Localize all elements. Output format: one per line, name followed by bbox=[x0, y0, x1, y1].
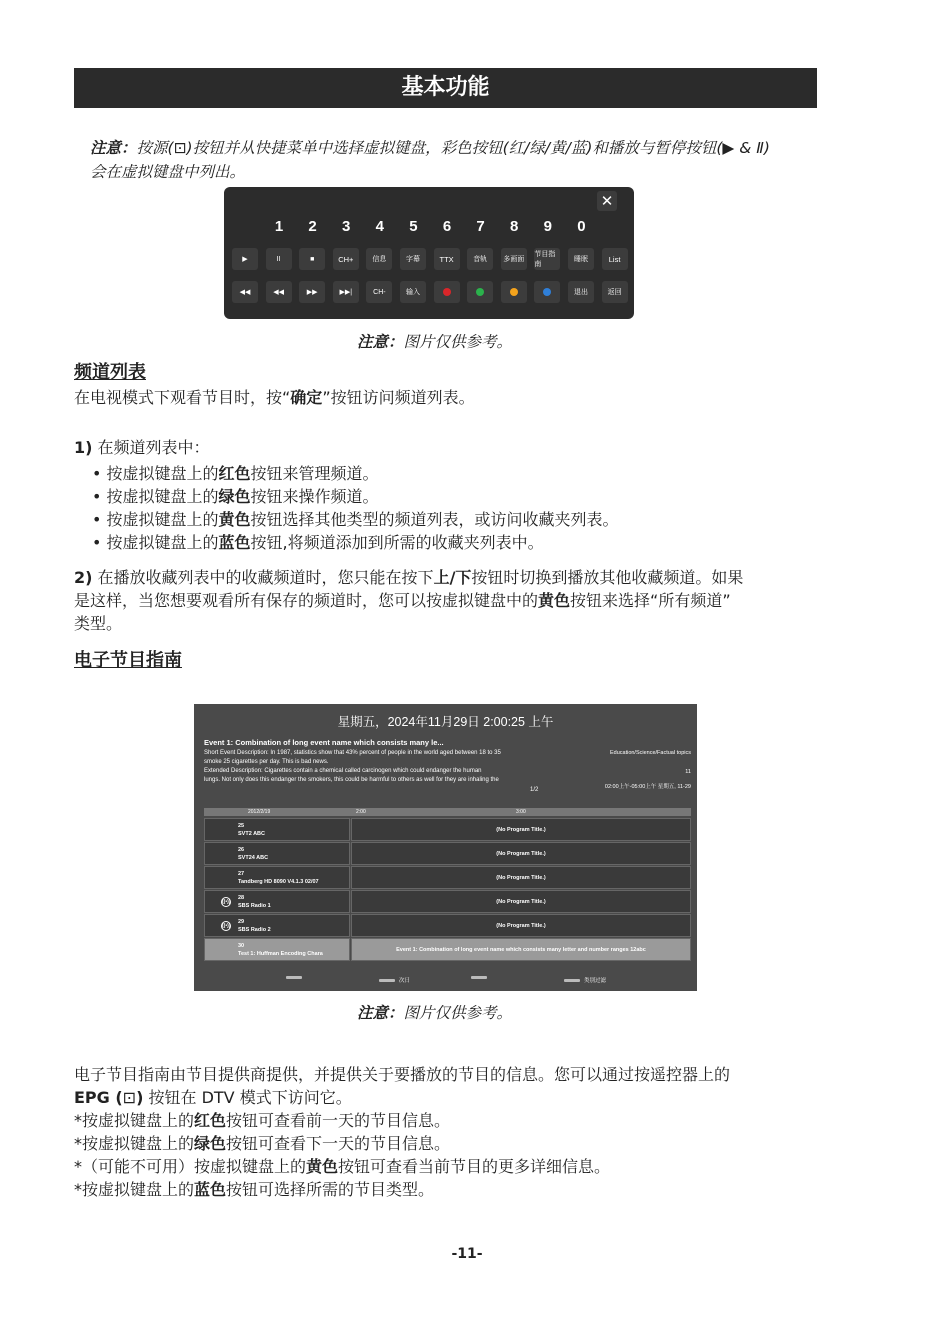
keyboard-color-key bbox=[467, 281, 493, 303]
program-title: Event 1: Combination of long event name which consists many letter and number ranges 12abc bbox=[351, 938, 691, 961]
epg-item-text: 按钮可查看下一天的节目信息。 bbox=[226, 1134, 451, 1153]
intro-text-end: ”按钮访问频道列表。 bbox=[322, 388, 475, 407]
yellow-keyword: 黄色 bbox=[538, 591, 571, 610]
epg-event-line: Short Event Description: In 1987, statistics show that 43% percent of people in the world aged between 18 to 35 bbox=[204, 750, 501, 756]
keyboard-key: 睡眠 bbox=[568, 248, 594, 270]
caption-label: 注意： bbox=[357, 333, 404, 351]
epg-channel-cell bbox=[204, 938, 350, 961]
keyboard-color-key bbox=[501, 281, 527, 303]
bullet-text: 按钮来操作频道。 bbox=[250, 487, 379, 506]
keyboard-key-3: 3 bbox=[342, 217, 351, 235]
ok-keyword: 确定 bbox=[290, 388, 323, 407]
keyboard-key: ◀◀ bbox=[232, 281, 258, 303]
channel-name: SVT2 ABC bbox=[238, 831, 265, 837]
keyboard-key: 节目指南 bbox=[534, 248, 560, 270]
item-number: 1) bbox=[74, 438, 93, 457]
color-keyword: 黄色 bbox=[218, 510, 251, 529]
radio-icon: ((•)) bbox=[222, 923, 231, 929]
channel-list-intro bbox=[74, 386, 475, 409]
bullet-item bbox=[92, 485, 619, 508]
keyboard-color-key bbox=[434, 281, 460, 303]
keyboard-key: ◀◀ bbox=[266, 281, 292, 303]
item-2 bbox=[74, 566, 834, 635]
channel-name: SVT24 ABC bbox=[238, 855, 269, 861]
keyboard-key: CH- bbox=[366, 281, 392, 303]
program-title: (No Program Title.) bbox=[351, 818, 691, 841]
caption-text: 图片仅供参考。 bbox=[403, 333, 513, 351]
epg-channel-row bbox=[204, 866, 691, 889]
epg-desc-text: 按钮在 DTV 模式下访问它。 bbox=[143, 1088, 352, 1107]
page-number: -11- bbox=[451, 1246, 483, 1262]
keyboard-key: CH+ bbox=[333, 248, 359, 270]
channel-number: 27 bbox=[238, 871, 245, 877]
keyboard-key: 退出 bbox=[568, 281, 594, 303]
epg-genre: Education/Science/Factual topics bbox=[609, 750, 691, 756]
epg-event-line: Extended Description: Cigarettes contain a chemical called carcinogen which could endanger the human bbox=[204, 768, 482, 774]
keyboard-key: 输入 bbox=[400, 281, 426, 303]
channel-number: 30 bbox=[238, 943, 245, 949]
section-title-channel-list: 频道列表 bbox=[74, 362, 146, 383]
color-dot-icon bbox=[543, 288, 551, 296]
epg-keyword: EPG ( bbox=[74, 1088, 123, 1107]
keyboard-key: TTX bbox=[434, 248, 460, 270]
channel-name: Tandberg HD 8090 V4.1.3 02/07 bbox=[238, 879, 319, 885]
keyboard-key: ▶▶| bbox=[333, 281, 359, 303]
color-keyword: 绿色 bbox=[218, 487, 251, 506]
program-title: (No Program Title.) bbox=[351, 890, 691, 913]
bullet-list bbox=[92, 462, 619, 554]
keyboard-key-1: 1 bbox=[274, 217, 284, 235]
keyboard-key: 返回 bbox=[602, 281, 628, 303]
epg-item-text: 按钮可查看前一天的节目信息。 bbox=[226, 1111, 451, 1130]
caption-label: 注意： bbox=[357, 1004, 404, 1022]
bullet-text: • 按虚拟键盘上的 bbox=[92, 464, 219, 483]
legend-label: 次日 bbox=[399, 978, 411, 984]
epg-legend-item bbox=[379, 976, 410, 984]
epg-item bbox=[74, 1155, 610, 1178]
keyboard-key: 音轨 bbox=[467, 248, 493, 270]
caption-text: 图片仅供参考。 bbox=[403, 1004, 513, 1022]
grid-time: 3:00 bbox=[516, 809, 526, 815]
keyboard-note bbox=[90, 136, 880, 160]
epg-channel-cell bbox=[204, 818, 350, 841]
keyboard-key: List bbox=[602, 248, 628, 270]
color-keyword: 蓝色 bbox=[194, 1180, 227, 1199]
item-text: 在播放收藏列表中的收藏频道时，您只能在按下 bbox=[97, 568, 434, 587]
item-text: 按钮来选择“所有频道” bbox=[570, 591, 731, 610]
epg-channel-row bbox=[204, 938, 691, 961]
bullet-item bbox=[92, 462, 619, 485]
page-header: 基本功能 bbox=[74, 68, 817, 108]
keyboard-note-line2: 会在虚拟键盘中列出。 bbox=[90, 163, 246, 181]
epg-datetime: 星期五，2024年11月29日 2:00:25 上午 bbox=[337, 715, 554, 729]
image-caption bbox=[357, 330, 512, 354]
epg-item-text: *按虚拟键盘上的 bbox=[74, 1111, 195, 1130]
channel-name: SBS Radio 1 bbox=[238, 903, 271, 909]
virtual-keyboard-image bbox=[224, 187, 634, 319]
close-icon: ✕ bbox=[597, 191, 617, 211]
epg-item-text: 按钮可查看当前节目的更多详细信息。 bbox=[338, 1157, 611, 1176]
bullet-text: 按钮选择其他类型的频道列表，或访问收藏夹列表。 bbox=[250, 510, 619, 529]
keyboard-key-9: 9 bbox=[543, 217, 552, 235]
legend-bar-icon bbox=[286, 976, 302, 979]
channel-number: 25 bbox=[238, 823, 245, 829]
color-dot-icon bbox=[476, 288, 484, 296]
item-2-line2 bbox=[74, 589, 834, 612]
keyboard-key-2: 2 bbox=[308, 217, 317, 235]
keyboard-color-key bbox=[534, 281, 560, 303]
epg-channel-row bbox=[204, 914, 691, 937]
section-title-epg: 电子节目指南 bbox=[74, 650, 182, 671]
tv-guide-icon: ⊡ bbox=[122, 1088, 137, 1107]
item-2-line3: 类型。 bbox=[74, 614, 123, 633]
bullet-text: • 按虚拟键盘上的 bbox=[92, 533, 219, 552]
epg-legend-item bbox=[286, 976, 306, 979]
epg-time-range: 02:00上午-05:00上午 星期五, 11-29 bbox=[604, 784, 691, 790]
legend-label: 类别过滤 bbox=[584, 978, 607, 984]
item-text: 是这样，当您想要观看所有保存的频道时，您可以按虚拟键盘中的 bbox=[74, 591, 539, 610]
keyboard-key-4: 4 bbox=[375, 217, 384, 235]
color-keyword: 红色 bbox=[194, 1111, 227, 1130]
epg-item-text: 按钮可选择所需的节目类型。 bbox=[226, 1180, 435, 1199]
bullet-item bbox=[92, 508, 619, 531]
keyboard-key: 多画面 bbox=[501, 248, 527, 270]
color-keyword: 红色 bbox=[218, 464, 251, 483]
epg-item-text: *按虚拟键盘上的 bbox=[74, 1134, 195, 1153]
item-text: 在频道列表中： bbox=[97, 438, 210, 457]
epg-channel-row bbox=[204, 818, 691, 841]
program-title: (No Program Title.) bbox=[351, 914, 691, 937]
item-1 bbox=[74, 436, 210, 459]
legend-bar-icon bbox=[379, 979, 395, 982]
item-text: 按钮时切换到播放其他收藏频道。如果 bbox=[471, 568, 744, 587]
epg-grid-header bbox=[204, 808, 691, 816]
epg-keyword-end: ) bbox=[136, 1088, 144, 1107]
legend-bar-icon bbox=[471, 976, 487, 979]
keyboard-key: 信息 bbox=[366, 248, 392, 270]
epg-item bbox=[74, 1109, 610, 1132]
color-dot-icon bbox=[510, 288, 518, 296]
item-number: 2) bbox=[74, 568, 93, 587]
keyboard-key: II bbox=[266, 248, 292, 270]
bullet-text: • 按虚拟键盘上的 bbox=[92, 487, 219, 506]
epg-desc-line2 bbox=[74, 1086, 854, 1109]
color-keyword: 绿色 bbox=[194, 1134, 227, 1153]
epg-page-indicator: 1/2 bbox=[530, 787, 539, 793]
bullet-text: 按钮来管理频道。 bbox=[250, 464, 379, 483]
note-text: 按源(⊡)按钮并从快捷菜单中选择虚拟键盘，彩色按钮(红/绿/黄/蓝)和播放与暂停按钮(▶ & Ⅱ) bbox=[136, 139, 770, 157]
epg-channel-row bbox=[204, 842, 691, 865]
updown-keyword: 上/下 bbox=[433, 568, 472, 587]
epg-channel-cell bbox=[204, 914, 350, 937]
keyboard-key: ■ bbox=[299, 248, 325, 270]
radio-icon: ((•)) bbox=[222, 899, 231, 905]
color-dot-icon bbox=[443, 288, 451, 296]
epg-description bbox=[74, 1063, 854, 1109]
keyboard-key-5: 5 bbox=[409, 217, 418, 235]
epg-rating: 11 bbox=[685, 769, 691, 775]
intro-text: 在电视模式下观看节目时，按“ bbox=[74, 388, 291, 407]
bullet-text: 按钮,将频道添加到所需的收藏夹列表中。 bbox=[250, 533, 544, 552]
epg-item bbox=[74, 1132, 610, 1155]
keyboard-key: ▶▶ bbox=[299, 281, 325, 303]
epg-item bbox=[74, 1178, 610, 1201]
epg-channel-row bbox=[204, 890, 691, 913]
bullet-item bbox=[92, 531, 619, 554]
keyboard-key-6: 6 bbox=[442, 217, 452, 235]
program-title: (No Program Title.) bbox=[351, 842, 691, 865]
color-keyword: 蓝色 bbox=[218, 533, 251, 552]
epg-screenshot bbox=[194, 704, 697, 991]
epg-item-list bbox=[74, 1109, 610, 1201]
channel-name: SBS Radio 2 bbox=[238, 927, 271, 933]
epg-item-text: *（可能不可用）按虚拟键盘上的 bbox=[74, 1157, 307, 1176]
item-2-line1 bbox=[74, 566, 834, 589]
grid-date: 2012/2/19 bbox=[248, 809, 271, 815]
channel-number: 28 bbox=[238, 895, 245, 901]
image-caption bbox=[357, 1001, 512, 1025]
keyboard-key-0: 0 bbox=[577, 217, 586, 235]
legend-bar-icon bbox=[564, 979, 580, 982]
epg-desc-line: 电子节目指南由节目提供商提供，并提供关于要播放的节目的信息。您可以通过按遥控器上的 bbox=[74, 1065, 731, 1084]
epg-item-text: *按虚拟键盘上的 bbox=[74, 1180, 195, 1199]
epg-event-title: Event 1: Combination of long event name which consists many le... bbox=[204, 738, 444, 747]
epg-legend-item bbox=[564, 976, 606, 984]
keyboard-key-7: 7 bbox=[476, 217, 485, 235]
keyboard-key: ▶ bbox=[232, 248, 258, 270]
note-label: 注意： bbox=[90, 139, 137, 157]
keyboard-key-8: 8 bbox=[510, 217, 519, 235]
channel-name: Test 1: Huffman Encoding Chara bbox=[238, 951, 323, 957]
grid-time: 2:00 bbox=[356, 809, 366, 815]
color-keyword: 黄色 bbox=[306, 1157, 339, 1176]
bullet-text: • 按虚拟键盘上的 bbox=[92, 510, 219, 529]
epg-channel-cell bbox=[204, 890, 350, 913]
channel-number: 29 bbox=[238, 919, 245, 925]
epg-event-line: lungs. Not only does this endanger the smokers, this could be harmful to others as well for they are inhaling the bbox=[204, 777, 499, 783]
keyboard-key: 字幕 bbox=[400, 248, 426, 270]
epg-event-line: smoke 25 cigarettes per day. This is bad news. bbox=[204, 759, 329, 765]
epg-channel-cell bbox=[204, 866, 350, 889]
epg-channel-cell bbox=[204, 842, 350, 865]
channel-number: 26 bbox=[238, 847, 245, 853]
epg-legend-item bbox=[471, 976, 491, 979]
program-title: (No Program Title.) bbox=[351, 866, 691, 889]
